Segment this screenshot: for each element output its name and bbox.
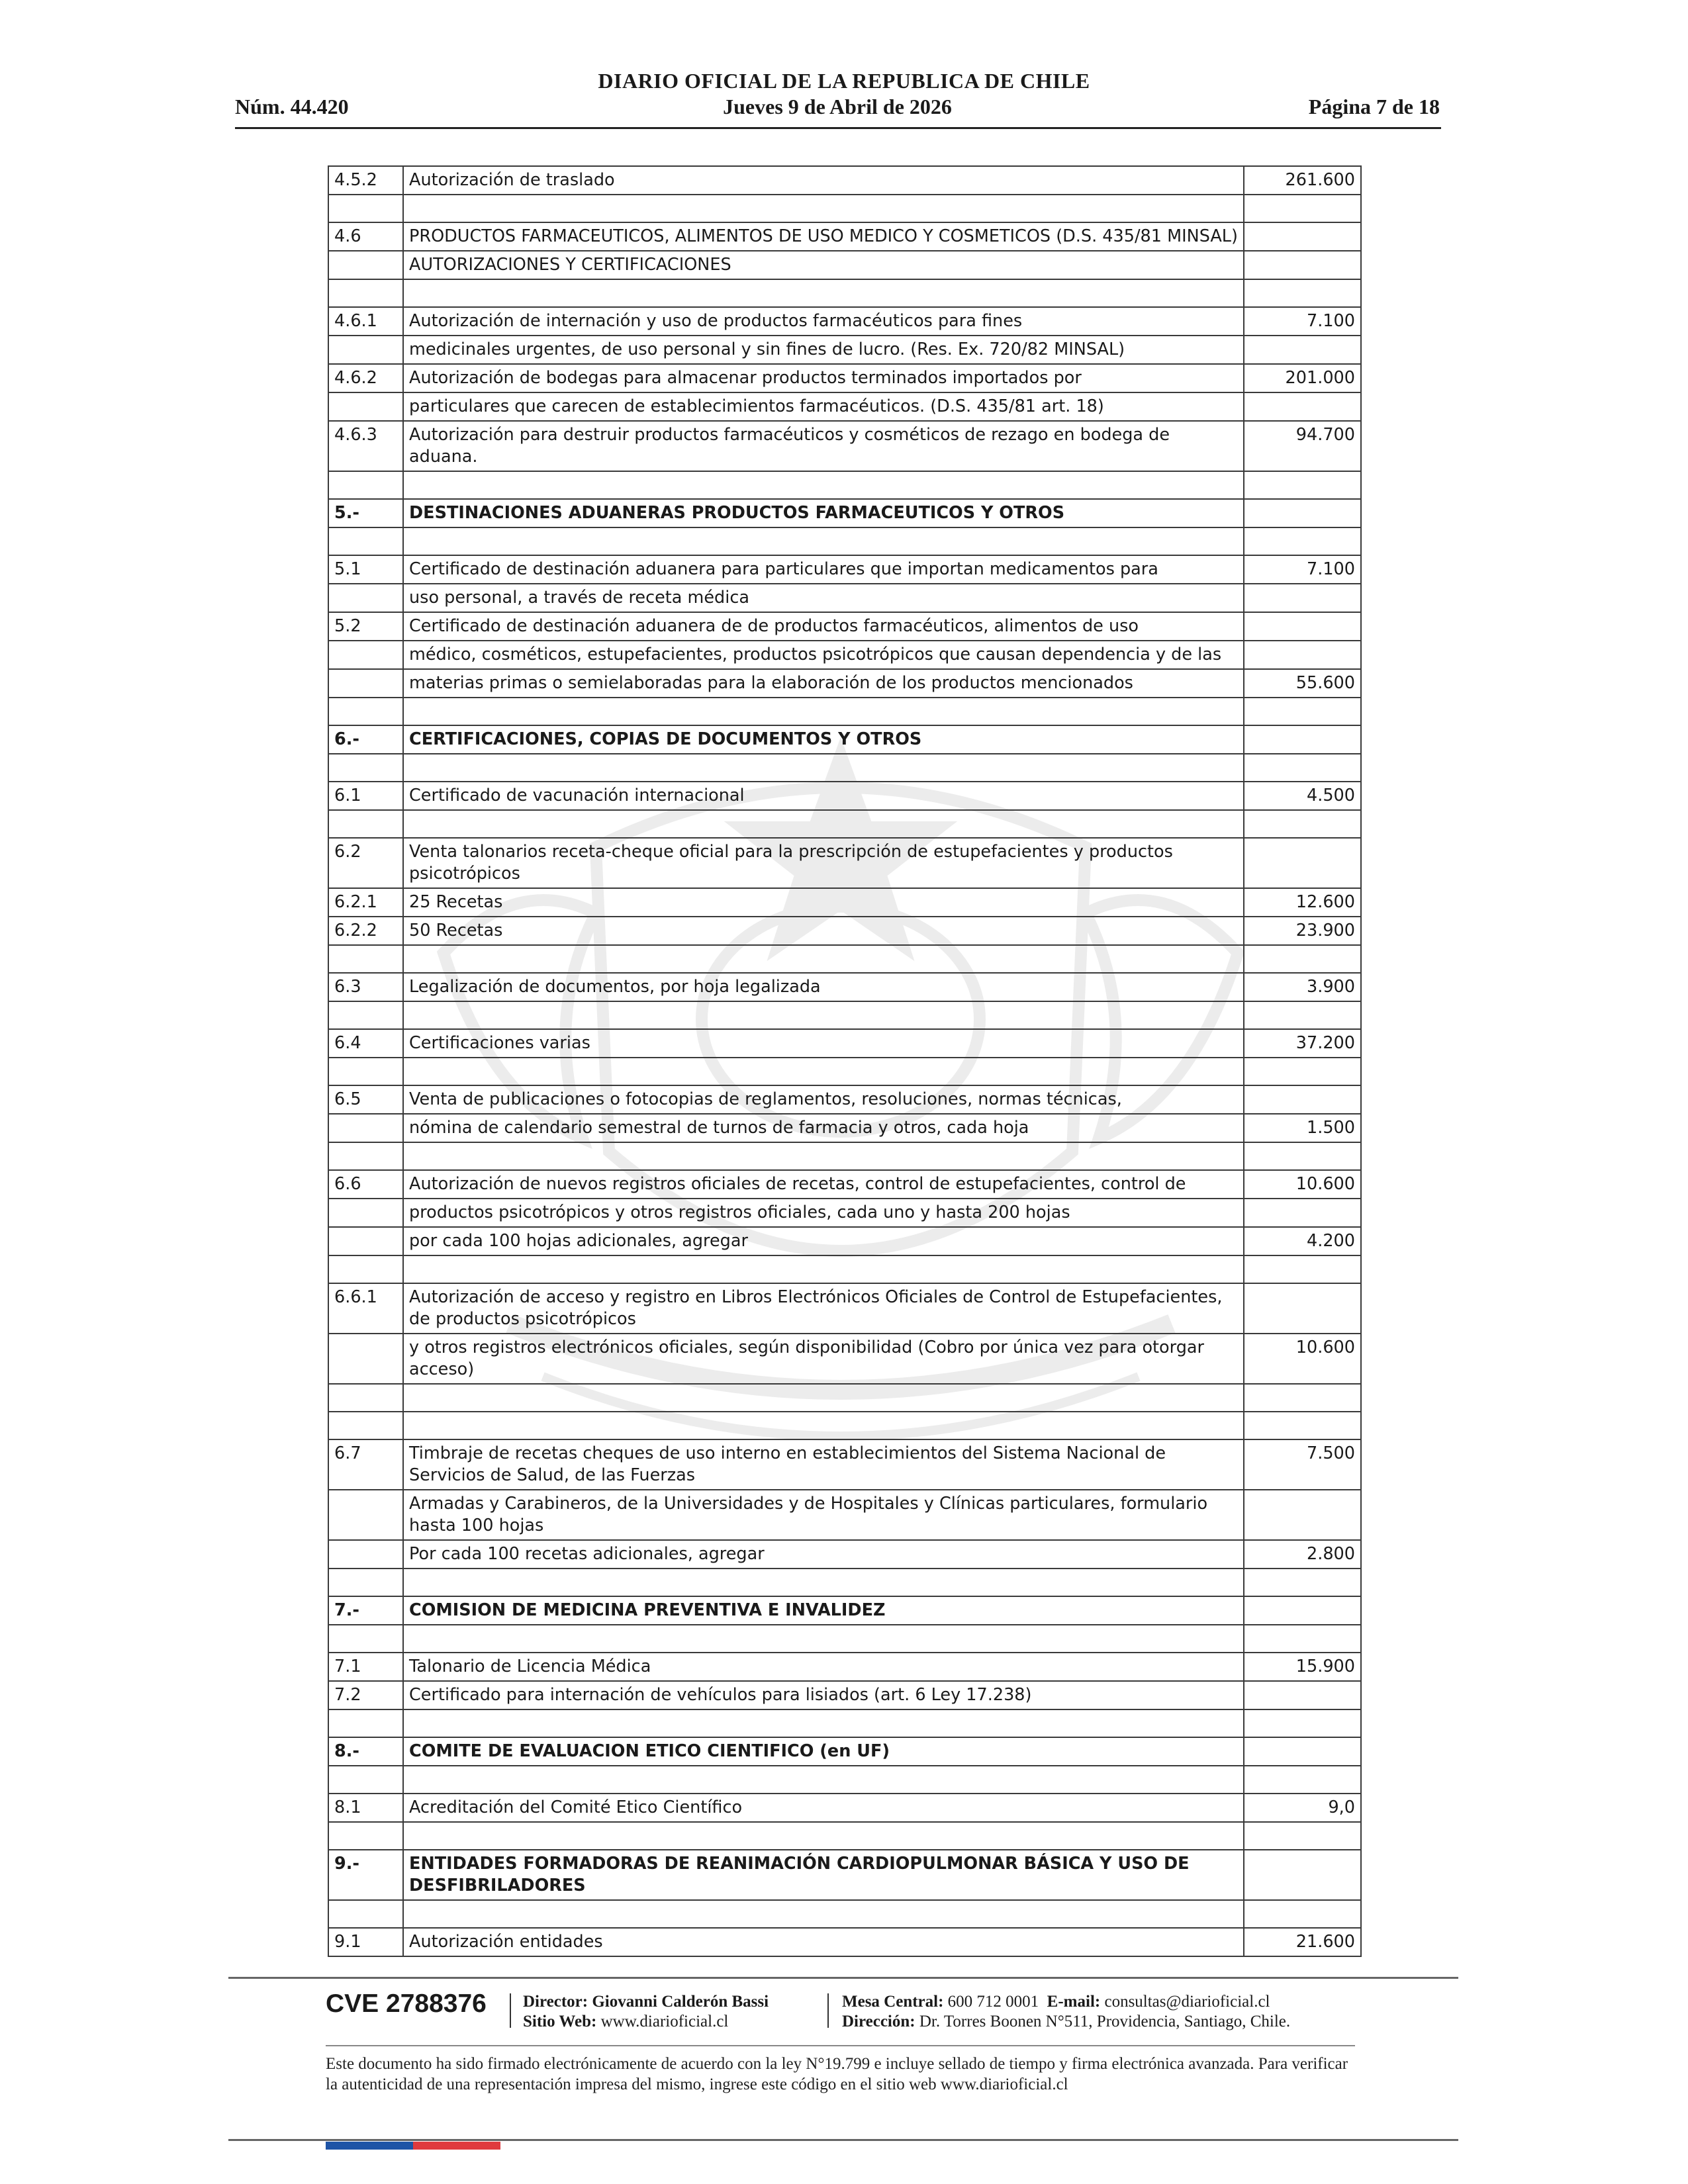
- row-description-cell: [403, 1001, 1244, 1029]
- row-amount-cell: [1244, 612, 1361, 641]
- row-amount-cell: [1244, 1490, 1361, 1540]
- row-description-cell: Certificado de destinación aduanera de de productos farmacéuticos, alimentos de uso: [403, 612, 1244, 641]
- row-code-cell: 4.6.3: [328, 421, 403, 471]
- row-code-cell: [328, 1540, 403, 1569]
- row-description-cell: particulares que carecen de establecimientos farmacéuticos. (D.S. 435/81 art. 18): [403, 392, 1244, 421]
- table-row: [328, 471, 1361, 499]
- row-description-cell: [403, 1822, 1244, 1850]
- row-description-cell: COMISION DE MEDICINA PREVENTIVA E INVALIDEZ: [403, 1596, 1244, 1625]
- header-divider: [235, 127, 1441, 129]
- row-code-cell: 8.-: [328, 1737, 403, 1766]
- row-amount-cell: 201.000: [1244, 364, 1361, 392]
- row-amount-cell: [1244, 195, 1361, 222]
- row-code-cell: 7.1: [328, 1653, 403, 1681]
- row-description-cell: [403, 1142, 1244, 1170]
- row-description-cell: ENTIDADES FORMADORAS DE REANIMACIÓN CARDIOPULMONAR BÁSICA Y USO DE DESFIBRILADORES: [403, 1850, 1244, 1900]
- row-code-cell: [328, 669, 403, 698]
- row-description-cell: [403, 1766, 1244, 1794]
- row-description-cell: [403, 1412, 1244, 1439]
- flag-stripe-blue: [326, 2142, 413, 2150]
- row-code-cell: [328, 195, 403, 222]
- row-amount-cell: 21.600: [1244, 1928, 1361, 1956]
- table-row: [328, 392, 1361, 421]
- row-code-cell: [328, 1255, 403, 1283]
- table-row: [328, 1227, 1361, 1255]
- table-row: [328, 1653, 1361, 1681]
- row-description-cell: Certificado de vacunación internacional: [403, 782, 1244, 810]
- row-code-cell: [328, 1227, 403, 1255]
- table-row: [328, 698, 1361, 725]
- table-row: [328, 336, 1361, 364]
- footer-separator: [827, 1993, 829, 2028]
- row-description-cell: Por cada 100 recetas adicionales, agregar: [403, 1540, 1244, 1569]
- row-description-cell: por cada 100 hojas adicionales, agregar: [403, 1227, 1244, 1255]
- director-name: Giovanni Calderón Bassi: [592, 1993, 769, 2011]
- table-row: [328, 1384, 1361, 1412]
- row-description-cell: COMITE DE EVALUACION ETICO CIENTIFICO (en UF): [403, 1737, 1244, 1766]
- row-amount-cell: [1244, 1625, 1361, 1653]
- row-amount-cell: [1244, 392, 1361, 421]
- table-row: [328, 973, 1361, 1001]
- row-description-cell: Venta de publicaciones o fotocopias de reglamentos, resoluciones, normas técnicas,: [403, 1085, 1244, 1114]
- row-amount-cell: 3.900: [1244, 973, 1361, 1001]
- row-amount-cell: 4.500: [1244, 782, 1361, 810]
- table-row: [328, 1540, 1361, 1569]
- row-code-cell: 8.1: [328, 1794, 403, 1822]
- table-row: [328, 527, 1361, 555]
- row-amount-cell: [1244, 1412, 1361, 1439]
- row-amount-cell: [1244, 1709, 1361, 1737]
- row-code-cell: 7.2: [328, 1681, 403, 1709]
- row-amount-cell: [1244, 471, 1361, 499]
- row-description-cell: [403, 810, 1244, 838]
- table-row: [328, 1490, 1361, 1540]
- row-description-cell: [403, 1625, 1244, 1653]
- row-code-cell: [328, 279, 403, 307]
- row-code-cell: [328, 945, 403, 973]
- table-row: [328, 222, 1361, 251]
- row-amount-cell: [1244, 810, 1361, 838]
- website-link[interactable]: www.diarioficial.cl: [600, 2013, 729, 2030]
- row-code-cell: [328, 1900, 403, 1928]
- table-row: [328, 810, 1361, 838]
- row-description-cell: Legalización de documentos, por hoja legalizada: [403, 973, 1244, 1001]
- row-description-cell: y otros registros electrónicos oficiales, según disponibilidad (Cobro por única vez para otorgar acceso): [403, 1334, 1244, 1384]
- legal-notice: Este documento ha sido firmado electrónicamente de acuerdo con la ley N°19.799 e incluye sellado de tiempo y firma electrónica avanzada. Para verificar la autenticidad de una representación impresa del mismo, ingrese este código en el sitio web www.diarioficial.cl: [326, 2055, 1348, 2093]
- row-description-cell: [403, 1709, 1244, 1737]
- row-amount-cell: [1244, 336, 1361, 364]
- row-code-cell: 9.1: [328, 1928, 403, 1956]
- row-code-cell: 5.1: [328, 555, 403, 584]
- issue-number: Núm. 44.420: [235, 95, 349, 118]
- row-amount-cell: 37.200: [1244, 1029, 1361, 1058]
- row-amount-cell: [1244, 838, 1361, 888]
- row-amount-cell: [1244, 1596, 1361, 1625]
- row-code-cell: [328, 1822, 403, 1850]
- row-code-cell: [328, 1114, 403, 1142]
- table-row: [328, 251, 1361, 279]
- row-description-cell: [403, 471, 1244, 499]
- table-row: [328, 669, 1361, 698]
- row-code-cell: 6.2: [328, 838, 403, 888]
- table-row: [328, 499, 1361, 527]
- row-amount-cell: [1244, 499, 1361, 527]
- row-code-cell: 5.-: [328, 499, 403, 527]
- row-amount-cell: [1244, 1384, 1361, 1412]
- row-amount-cell: 7.500: [1244, 1439, 1361, 1490]
- table-row: [328, 1255, 1361, 1283]
- table-row: [328, 421, 1361, 471]
- row-amount-cell: [1244, 698, 1361, 725]
- address-label: Dirección:: [842, 2013, 915, 2030]
- row-code-cell: [328, 336, 403, 364]
- row-code-cell: [328, 527, 403, 555]
- row-amount-cell: [1244, 641, 1361, 669]
- row-code-cell: 6.2.2: [328, 917, 403, 945]
- row-amount-cell: [1244, 1142, 1361, 1170]
- row-description-cell: Talonario de Licencia Médica: [403, 1653, 1244, 1681]
- row-amount-cell: 10.600: [1244, 1334, 1361, 1384]
- footer-divider-top: [228, 1977, 1458, 1979]
- row-amount-cell: [1244, 584, 1361, 612]
- row-amount-cell: [1244, 725, 1361, 754]
- row-amount-cell: 7.100: [1244, 307, 1361, 336]
- table-row: [328, 1029, 1361, 1058]
- row-amount-cell: [1244, 279, 1361, 307]
- row-code-cell: 4.6.1: [328, 307, 403, 336]
- row-description-cell: Timbraje de recetas cheques de uso interno en establecimientos del Sistema Nacional de Servicios de Salud, de las Fuerzas: [403, 1439, 1244, 1490]
- row-description-cell: nómina de calendario semestral de turnos de farmacia y otros, cada hoja: [403, 1114, 1244, 1142]
- footer-director-block: [523, 1992, 769, 2032]
- table-row: [328, 1170, 1361, 1199]
- row-amount-cell: [1244, 251, 1361, 279]
- row-amount-cell: [1244, 1681, 1361, 1709]
- fees-table: [328, 165, 1362, 1957]
- row-description-cell: uso personal, a través de receta médica: [403, 584, 1244, 612]
- table-row: [328, 945, 1361, 973]
- row-code-cell: 9.-: [328, 1850, 403, 1900]
- row-code-cell: 6.-: [328, 725, 403, 754]
- row-amount-cell: [1244, 1766, 1361, 1794]
- row-amount-cell: 10.600: [1244, 1170, 1361, 1199]
- row-description-cell: AUTORIZACIONES Y CERTIFICACIONES: [403, 251, 1244, 279]
- row-description-cell: [403, 1058, 1244, 1085]
- row-description-cell: productos psicotrópicos y otros registros oficiales, cada uno y hasta 200 hojas: [403, 1199, 1244, 1227]
- row-description-cell: [403, 945, 1244, 973]
- row-amount-cell: [1244, 222, 1361, 251]
- row-code-cell: [328, 1001, 403, 1029]
- row-description-cell: CERTIFICACIONES, COPIAS DE DOCUMENTOS Y OTROS: [403, 725, 1244, 754]
- table-row: [328, 307, 1361, 336]
- row-code-cell: 4.6.2: [328, 364, 403, 392]
- table-row: [328, 641, 1361, 669]
- row-description-cell: Autorización de traslado: [403, 166, 1244, 195]
- row-code-cell: [328, 584, 403, 612]
- row-code-cell: 4.6: [328, 222, 403, 251]
- row-code-cell: 5.2: [328, 612, 403, 641]
- row-amount-cell: 4.200: [1244, 1227, 1361, 1255]
- row-amount-cell: [1244, 1850, 1361, 1900]
- row-code-cell: 6.2.1: [328, 888, 403, 917]
- row-amount-cell: [1244, 1085, 1361, 1114]
- row-amount-cell: [1244, 1001, 1361, 1029]
- cve-code: CVE 2788376: [326, 1989, 487, 2018]
- row-amount-cell: 9,0: [1244, 1794, 1361, 1822]
- row-amount-cell: [1244, 754, 1361, 782]
- table-row: [328, 725, 1361, 754]
- table-row: [328, 1569, 1361, 1596]
- newspaper-title: DIARIO OFICIAL DE LA REPUBLICA DE CHILE: [598, 69, 1090, 93]
- row-code-cell: 7.-: [328, 1596, 403, 1625]
- row-code-cell: [328, 641, 403, 669]
- row-code-cell: [328, 754, 403, 782]
- table-row: [328, 279, 1361, 307]
- row-amount-cell: [1244, 1900, 1361, 1928]
- row-code-cell: 4.5.2: [328, 166, 403, 195]
- row-description-cell: [403, 698, 1244, 725]
- row-amount-cell: [1244, 1822, 1361, 1850]
- row-description-cell: Autorización entidades: [403, 1928, 1244, 1956]
- table-row: [328, 782, 1361, 810]
- row-description-cell: Certificado de destinación aduanera para particulares que importan medicamentos para: [403, 555, 1244, 584]
- director-label: Director:: [523, 1993, 588, 2011]
- table-row: [328, 555, 1361, 584]
- row-amount-cell: 1.500: [1244, 1114, 1361, 1142]
- row-description-cell: médico, cosméticos, estupefacientes, productos psicotrópicos que causan dependencia y de las: [403, 641, 1244, 669]
- row-description-cell: DESTINACIONES ADUANERAS PRODUCTOS FARMACEUTICOS Y OTROS: [403, 499, 1244, 527]
- row-amount-cell: [1244, 1737, 1361, 1766]
- row-description-cell: Certificado para internación de vehículos para lisiados (art. 6 Ley 17.238): [403, 1681, 1244, 1709]
- table-row: [328, 1794, 1361, 1822]
- table-row: [328, 917, 1361, 945]
- row-amount-cell: 2.800: [1244, 1540, 1361, 1569]
- row-description-cell: Autorización de acceso y registro en Libros Electrónicos Oficiales de Control de Estupefacientes, de productos psicotrópicos: [403, 1283, 1244, 1334]
- table-row: [328, 1596, 1361, 1625]
- row-code-cell: [328, 1625, 403, 1653]
- header-row: [235, 95, 1440, 124]
- flag-stripe-red: [413, 2142, 500, 2150]
- phone-number: 600 712 0001: [947, 1993, 1039, 2011]
- row-code-cell: 6.1: [328, 782, 403, 810]
- row-code-cell: [328, 1490, 403, 1540]
- row-description-cell: medicinales urgentes, de uso personal y sin fines de lucro. (Res. Ex. 720/82 MINSAL): [403, 336, 1244, 364]
- table-row: [328, 1001, 1361, 1029]
- footer-separator: [510, 1993, 511, 2028]
- row-code-cell: [328, 1142, 403, 1170]
- page-number: Página 7 de 18: [1308, 95, 1440, 118]
- row-code-cell: 6.7: [328, 1439, 403, 1490]
- table-row: [328, 1850, 1361, 1900]
- row-amount-cell: 94.700: [1244, 421, 1361, 471]
- row-amount-cell: [1244, 1283, 1361, 1334]
- website-label: Sitio Web:: [523, 2013, 597, 2030]
- row-description-cell: Certificaciones varias: [403, 1029, 1244, 1058]
- row-amount-cell: [1244, 527, 1361, 555]
- row-description-cell: [403, 1384, 1244, 1412]
- table-row: [328, 612, 1361, 641]
- table-row: [328, 1334, 1361, 1384]
- row-code-cell: [328, 1384, 403, 1412]
- row-description-cell: 50 Recetas: [403, 917, 1244, 945]
- table-row: [328, 166, 1361, 195]
- table-row: [328, 584, 1361, 612]
- phone-label: Mesa Central:: [842, 1993, 944, 2011]
- table-row: [328, 1766, 1361, 1794]
- row-code-cell: [328, 810, 403, 838]
- table-row: [328, 888, 1361, 917]
- table-row: [328, 1625, 1361, 1653]
- row-code-cell: [328, 471, 403, 499]
- table-row: [328, 1085, 1361, 1114]
- row-code-cell: [328, 392, 403, 421]
- row-description-cell: Autorización de internación y uso de productos farmacéuticos para fines: [403, 307, 1244, 336]
- row-code-cell: 6.5: [328, 1085, 403, 1114]
- row-description-cell: Armadas y Carabineros, de la Universidades y de Hospitales y Clínicas particulares, formulario hasta 100 hojas: [403, 1490, 1244, 1540]
- table-row: [328, 1737, 1361, 1766]
- table-row: [328, 1822, 1361, 1850]
- email-link[interactable]: consultas@diarioficial.cl: [1104, 1993, 1270, 2011]
- row-description-cell: PRODUCTOS FARMACEUTICOS, ALIMENTOS DE USO MEDICO Y COSMETICOS (D.S. 435/81 MINSAL): [403, 222, 1244, 251]
- row-amount-cell: 7.100: [1244, 555, 1361, 584]
- row-description-cell: 25 Recetas: [403, 888, 1244, 917]
- row-amount-cell: [1244, 1569, 1361, 1596]
- row-description-cell: [403, 754, 1244, 782]
- row-code-cell: [328, 251, 403, 279]
- row-description-cell: Venta talonarios receta-cheque oficial para la prescripción de estupefacientes y productos psicotrópicos: [403, 838, 1244, 888]
- email-label: E-mail:: [1047, 1993, 1101, 2011]
- row-code-cell: [328, 1058, 403, 1085]
- row-description-cell: Acreditación del Comité Etico Científico: [403, 1794, 1244, 1822]
- footer-divider-bottom: [228, 2139, 1458, 2141]
- table-row: [328, 1142, 1361, 1170]
- row-description-cell: [403, 1255, 1244, 1283]
- row-code-cell: [328, 698, 403, 725]
- row-code-cell: [328, 1412, 403, 1439]
- row-description-cell: [403, 1569, 1244, 1596]
- row-code-cell: [328, 1569, 403, 1596]
- row-amount-cell: 261.600: [1244, 166, 1361, 195]
- row-description-cell: [403, 195, 1244, 222]
- table-row: [328, 1709, 1361, 1737]
- row-code-cell: 6.4: [328, 1029, 403, 1058]
- footer-divider-middle: [326, 2045, 1355, 2046]
- table-row: [328, 195, 1361, 222]
- row-code-cell: 6.6: [328, 1170, 403, 1199]
- row-amount-cell: 15.900: [1244, 1653, 1361, 1681]
- fees-table-body: [328, 166, 1361, 1956]
- row-code-cell: 6.6.1: [328, 1283, 403, 1334]
- row-amount-cell: [1244, 945, 1361, 973]
- row-description-cell: Autorización de nuevos registros oficiales de recetas, control de estupefacientes, control de: [403, 1170, 1244, 1199]
- issue-date: Jueves 9 de Abril de 2026: [723, 95, 952, 118]
- table-row: [328, 1681, 1361, 1709]
- row-amount-cell: 23.900: [1244, 917, 1361, 945]
- row-code-cell: [328, 1766, 403, 1794]
- row-amount-cell: [1244, 1255, 1361, 1283]
- table-row: [328, 1900, 1361, 1928]
- row-description-cell: [403, 1900, 1244, 1928]
- table-row: [328, 364, 1361, 392]
- row-code-cell: 6.3: [328, 973, 403, 1001]
- table-row: [328, 754, 1361, 782]
- row-description-cell: [403, 279, 1244, 307]
- row-amount-cell: [1244, 1058, 1361, 1085]
- row-description-cell: Autorización de bodegas para almacenar productos terminados importados por: [403, 364, 1244, 392]
- row-description-cell: [403, 527, 1244, 555]
- footer-contact-block: [842, 1992, 1290, 2032]
- table-row: [328, 1058, 1361, 1085]
- row-amount-cell: 12.600: [1244, 888, 1361, 917]
- table-row: [328, 1283, 1361, 1334]
- row-code-cell: [328, 1709, 403, 1737]
- row-amount-cell: [1244, 1199, 1361, 1227]
- table-row: [328, 1199, 1361, 1227]
- row-code-cell: [328, 1199, 403, 1227]
- table-row: [328, 1114, 1361, 1142]
- row-description-cell: materias primas o semielaboradas para la elaboración de los productos mencionados: [403, 669, 1244, 698]
- row-description-cell: Autorización para destruir productos farmacéuticos y cosméticos de rezago en bodega de aduana.: [403, 421, 1244, 471]
- address-text: Dr. Torres Boonen N°511, Providencia, Santiago, Chile.: [919, 2013, 1291, 2030]
- table-row: [328, 1439, 1361, 1490]
- table-row: [328, 838, 1361, 888]
- row-amount-cell: 55.600: [1244, 669, 1361, 698]
- table-row: [328, 1928, 1361, 1956]
- row-code-cell: [328, 1334, 403, 1384]
- table-row: [328, 1412, 1361, 1439]
